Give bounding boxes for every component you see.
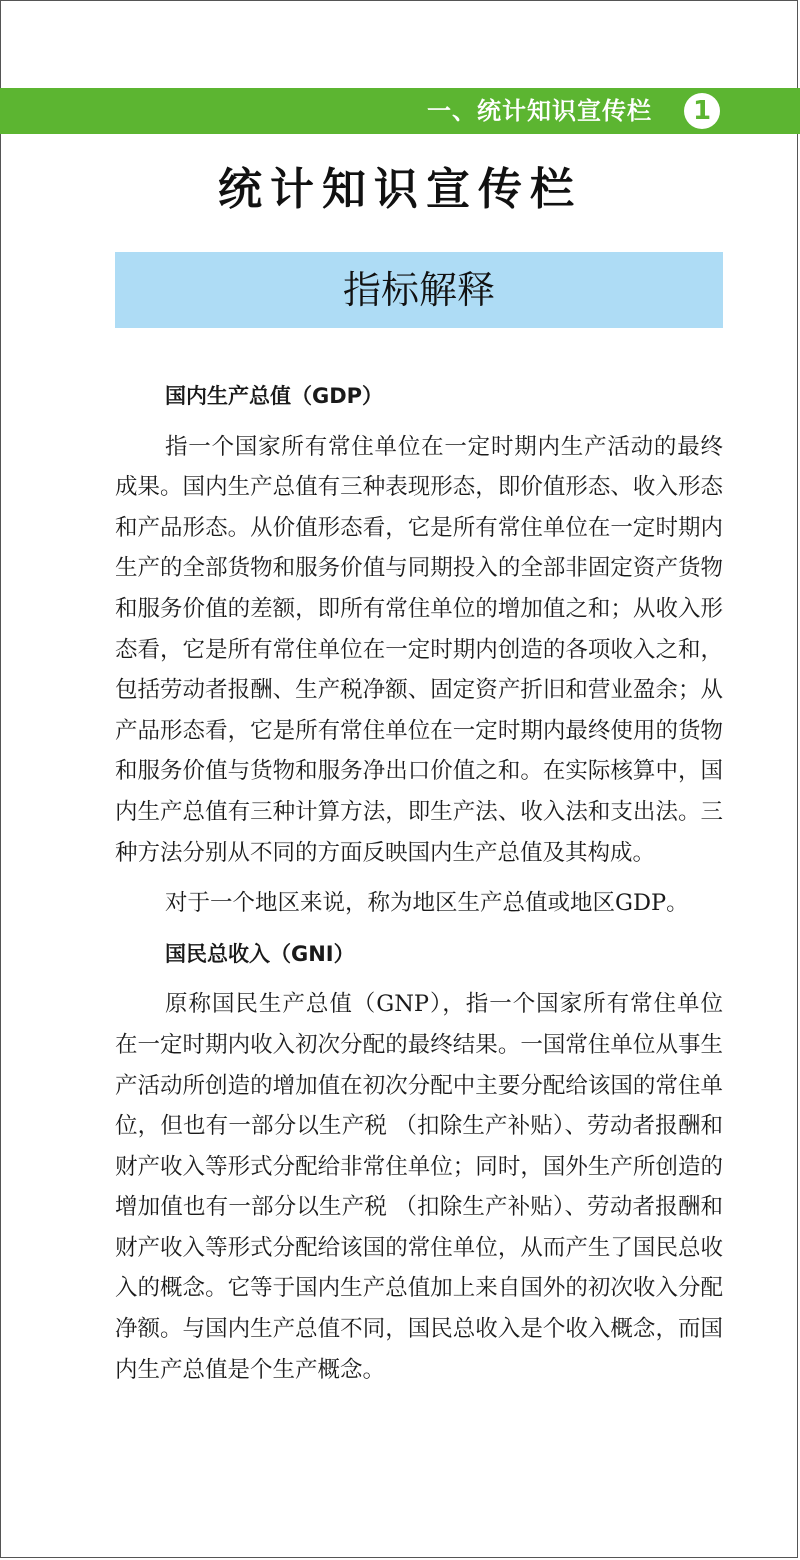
header-band	[0, 88, 800, 134]
term-gdp: 国内生产总值（GDP）	[165, 384, 384, 408]
gdp-definition-paragraph: 指一个国家所有常住单位在一定时期内生产活动的最终成果。国内生产总值有三种表现形态，即价值形态、收入形态和产品形态。从价值形态看，它是所有常住单位在一定时期内生产的全部货物和服务价值与同期投入的全部非固定资产货物和服务价值的差额，即所有常住单位的增加值之和；从收入形态看，它是所有常住单位在一定时期内创造的各项收入之和，包括劳动者报酬、生产税净额、固定资产折旧和营业盈余；从产品形态看，它是所有常住单位在一定时期内最终使用的货物和服务价值与货物和服务净出口价值之和。在实际核算中，国内生产总值有三种计算方法，即生产法、收入法和支出法。三种方法分别从不同的方面反映国内生产总值及其构成。	[115, 433, 723, 866]
gdp-regional-note-paragraph: 对于一个地区来说，称为地区生产总值或地区GDP。	[165, 890, 689, 917]
page-title: 统计知识宣传栏	[218, 164, 582, 215]
content-body	[115, 376, 723, 1400]
term-gni: 国民总收入（GNI）	[165, 941, 355, 966]
section-heading: 指标解释	[115, 252, 723, 328]
page-number-badge: 1	[684, 93, 720, 129]
header-section-label: 一、统计知识宣传栏	[427, 97, 652, 125]
gni-definition-paragraph: 原称国民生产总值（GNP），指一个国家所有常住单位在一定时期内收入初次分配的最终结果。一国常住单位从事生产活动所创造的增加值在初次分配中主要分配给该国的常住单位，但也有一部分以生产税 （扣除生产补贴）、劳动者报酬和财产收入等形式分配给非常住单位；同时，国外生产所创造的增加值也有一部分以生产税 （扣除生产补贴）、劳动者报酬和财产收入等形式分配给该国的常住单位，从而产生了国民总收入的概念。它等于国内生产总值加上来自国外的初次收入分配净额。与国内生产总值不同，国民总收入是个收入概念，而国内生产总值是个生产概念。	[115, 991, 723, 1383]
